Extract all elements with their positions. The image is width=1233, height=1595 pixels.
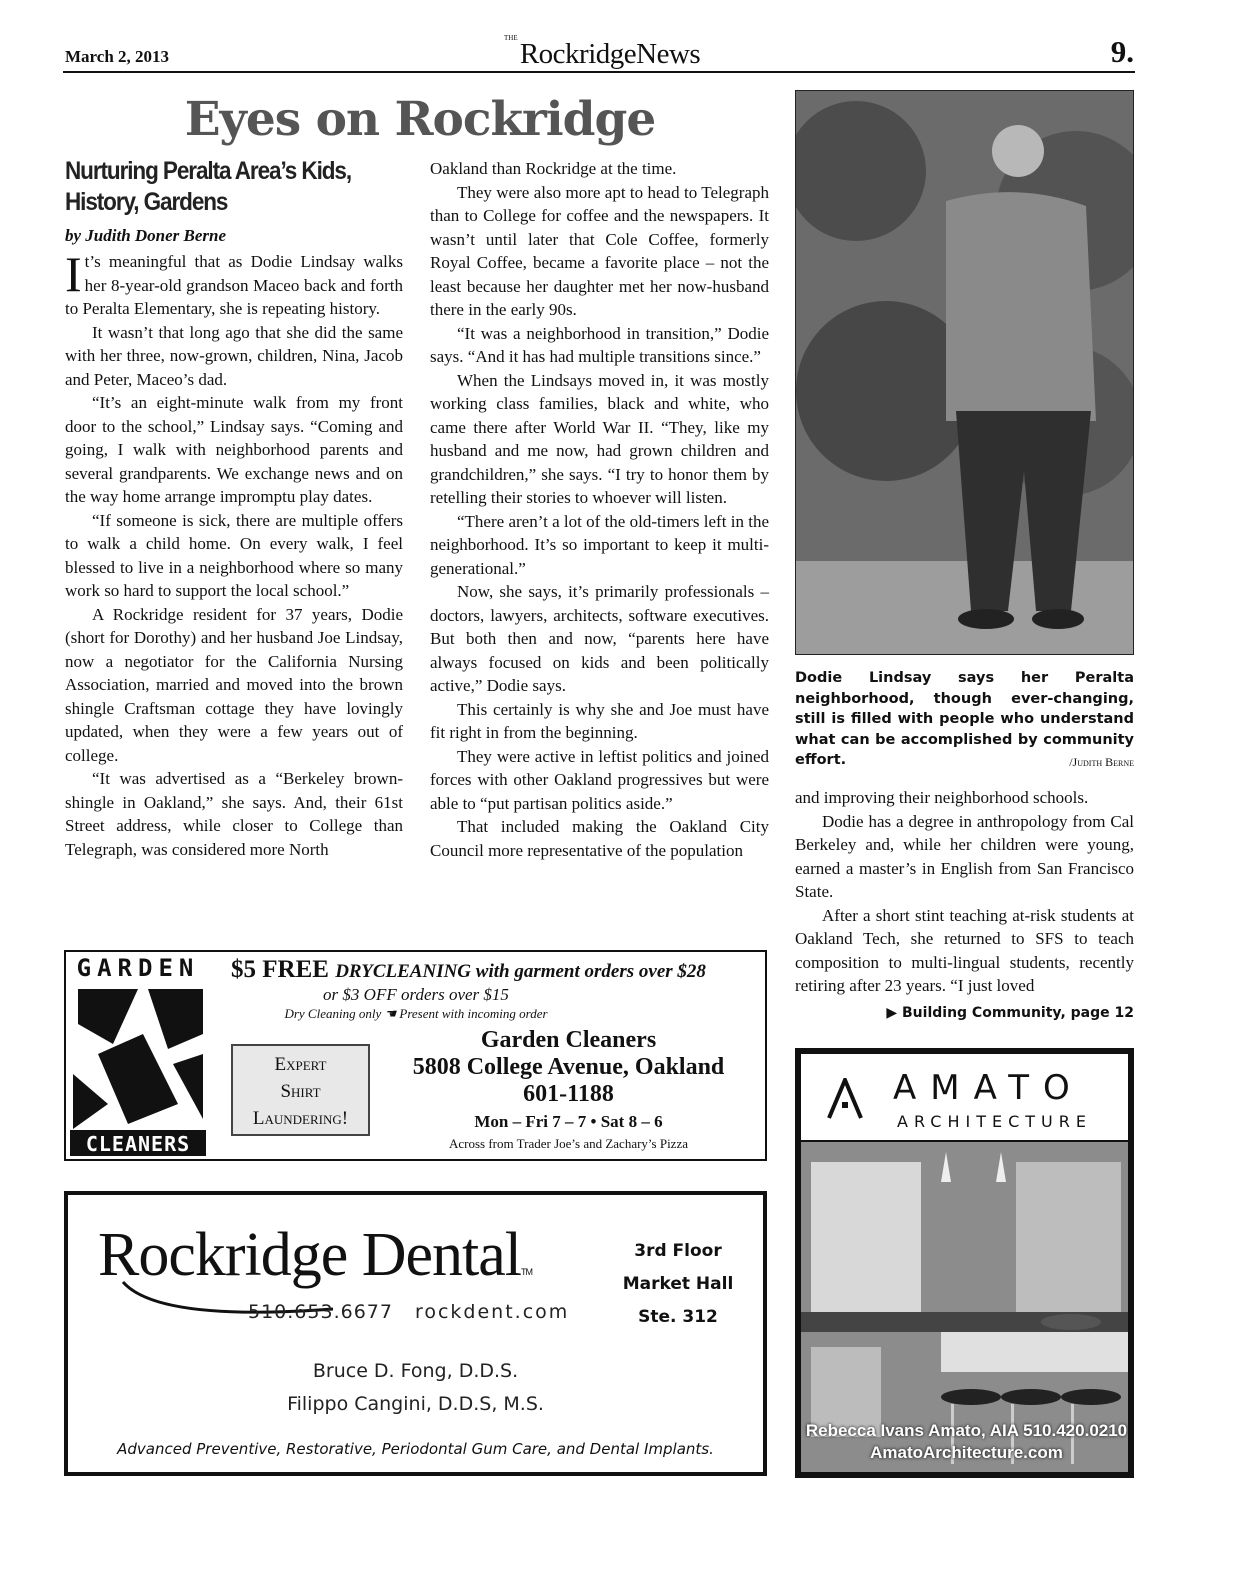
amato-subtitle: ARCHITECTURE	[897, 1112, 1092, 1131]
amato-contact-line: Rebecca Ivans Amato, AIA 510.420.0210	[805, 1421, 1128, 1440]
jump-text: Building Community, page 12	[902, 1005, 1134, 1021]
masthead	[440, 34, 780, 71]
article-paragraph: “If someone is sick, there are multiple offers to walk a child home. On every walk, I feel blessed to live in a neighborhood where so many work so hard to support the local school.”	[65, 510, 403, 600]
amato-header	[801, 1054, 1128, 1140]
dental-location	[613, 1235, 743, 1334]
arrow-icon: ▶	[886, 1005, 898, 1021]
article-paragraph: It wasn’t that long ago that she did the same with her three, now-grown, children, Nina, Jacob and Peter, Maceo’s dad.	[65, 322, 403, 389]
location-line: 3rd Floor	[634, 1241, 722, 1261]
offer-amount: $5 FREE	[231, 956, 329, 983]
drop-cap: I	[65, 246, 82, 302]
logo-bottom-text: CLEANERS	[85, 1132, 191, 1156]
expert-badge	[231, 1044, 370, 1136]
badge-line: Laundering!	[252, 1108, 349, 1129]
amato-logo-icon	[827, 1078, 863, 1120]
badge-line: Shirt	[280, 1081, 321, 1102]
article-paragraph: A Rockridge resident for 37 years, Dodie (short for Dorothy) and her husband Joe Lindsay, now a negotiator for the California Nursing Association, married and moved into the brown shingle Craftsman cottage they have lovingly updated, when they were a few years out of college.	[65, 604, 403, 765]
business-landmark: Across from Trader Joe’s and Zachary’s Pizza	[449, 1136, 688, 1151]
dental-phone: 510.653.6677	[248, 1301, 393, 1323]
logo-top-text: GARDEN	[76, 954, 200, 982]
terms-right: Present with incoming order	[399, 1006, 548, 1021]
pointing-hand-icon: ☚	[384, 1006, 397, 1021]
dental-doctors	[68, 1355, 763, 1421]
article-paragraph: They were also more apt to head to Telegraph than to College for coffee and the newspapers. It wasn’t until later that Cole Coffee, formerly Royal Coffee, became a favorite place – not the least because her daughter met her now-husband there in the early 90s.	[430, 182, 769, 319]
amato-architecture-ad	[795, 1048, 1134, 1478]
article-paragraph: They were active in leftist politics and joined forces with other Oakland progressives but were able to “put partisan politics aside.”	[430, 746, 769, 813]
article-paragraph	[65, 246, 403, 321]
photo-caption	[795, 668, 1134, 773]
doctor-name: Bruce D. Fong, D.D.S.	[312, 1360, 519, 1382]
article-paragraph: Dodie has a degree in anthropology from Cal Berkeley and, while her children were young, earned a master’s in English from San Francisco State.	[795, 811, 1134, 901]
article-paragraph: That included making the Oakland City Council more representative of the population	[430, 817, 769, 860]
garden-cleaners-ad	[64, 950, 767, 1161]
dental-name: Rockridge Dental	[98, 1221, 522, 1289]
doctor-name: Filippo Cangini, D.D.S, M.S.	[287, 1393, 544, 1415]
masthead-title: RockridgeNews	[519, 38, 701, 70]
article-paragraph: This certainly is why she and Joe must have fit right in from the beginning.	[430, 699, 769, 742]
trademark: TM	[521, 1267, 533, 1277]
business-name: Garden Cleaners	[480, 1027, 657, 1053]
article-paragraph: “There aren’t a lot of the old-timers left in the neighborhood. It’s so important to keep it multi-generational.”	[430, 511, 769, 578]
byline: by Judith Doner Berne	[65, 226, 227, 245]
amato-name: AMATO	[893, 1068, 1084, 1108]
article-column-1	[65, 246, 403, 861]
offer-text: DRYCLEANING with garment orders over $28	[335, 961, 706, 982]
rockridge-dental-ad	[64, 1191, 767, 1476]
business-phone: 601-1188	[523, 1081, 614, 1107]
offer-terms	[231, 1006, 601, 1022]
photo-credit: /Judith Berne	[1069, 755, 1134, 769]
page-number: 9.	[1110, 34, 1134, 69]
offer-headline	[231, 956, 766, 984]
lead-text: t’s meaningful that as Dodie Lindsay walks her 8-year-old grandson Maceo back and forth to Peralta Elementary, she is repeating history.	[65, 252, 403, 318]
article-photo	[795, 90, 1134, 655]
amato-website[interactable]: AmatoArchitecture.com	[870, 1443, 1063, 1462]
business-hours: Mon – Fri 7 – 7 • Sat 8 – 6	[474, 1112, 663, 1131]
terms-left: Dry Cleaning only	[284, 1006, 382, 1021]
continued-link[interactable]	[860, 1005, 1134, 1021]
issue-date: March 2, 2013	[65, 47, 170, 66]
business-info	[396, 1027, 741, 1108]
article-paragraph: When the Lindsays moved in, it was mostly working class families, black and white, who came there after World War II. “They, like my husband and me now, had grown children and grandchildren,” she says. “I try to honor them by retelling their stories to whoever will listen.	[430, 370, 769, 507]
photo-illustration	[796, 91, 1133, 654]
dental-services: Advanced Preventive, Restorative, Periodontal Gum Care, and Dental Implants.	[117, 1440, 714, 1458]
article-paragraph: Now, she says, it’s primarily professionals – doctors, lawyers, architects, software executives. But both then and now, “parents here have always focused on kids and been politically active,” Dodie says.	[430, 582, 769, 695]
business-address: 5808 College Avenue, Oakland	[412, 1054, 725, 1080]
amato-contact	[797, 1420, 1134, 1464]
section-title: Eyes on Rockridge	[184, 92, 656, 147]
garden-cleaners-logo	[68, 954, 208, 1158]
location-line: Ste. 312	[638, 1307, 718, 1327]
article-paragraph: Oakland than Rockridge at the time.	[430, 159, 677, 178]
article-column-2	[430, 157, 769, 862]
article-paragraph: “It was advertised as a “Berkeley brown-shingle in Oakland,” she says. And, their 61st Street address, while closer to College than Telegraph, was considered more North	[65, 769, 403, 859]
caption-text: Dodie Lindsay says her Peralta neighborhood, though ever-changing, still is filled with people who understand what can be accomplished by community effort.	[795, 670, 1134, 768]
location-line: Market Hall	[622, 1274, 734, 1294]
masthead-the: THE	[504, 34, 518, 42]
article-paragraph: “It’s an eight-minute walk from my front door to the school,” Lindsay says. “Coming and going, I walk with neighborhood parents and several grandparents. We exchange news and on the way home arrange impromptu play dates.	[65, 393, 403, 506]
dental-contact	[248, 1301, 569, 1323]
article-column-3	[795, 786, 1134, 998]
dental-website[interactable]: rockdent.com	[414, 1301, 570, 1323]
header-rule	[63, 71, 1135, 73]
article-paragraph: After a short stint teaching at-risk students at Oakland Tech, she returned to SFS to teach composition to multi-lingual students, recently retiring after 23 years. “I just loved	[795, 905, 1134, 995]
offer-alt: or $3 OFF orders over $15	[323, 985, 509, 1004]
article-paragraph: and improving their neighborhood schools.	[795, 788, 1089, 807]
article-paragraph: “It was a neighborhood in transition,” Dodie says. “And it has had multiple transitions since.”	[430, 323, 769, 366]
badge-line: Expert	[274, 1054, 327, 1075]
article-headline: Nurturing Peralta Area’s Kids, History, Gardens	[65, 157, 352, 216]
